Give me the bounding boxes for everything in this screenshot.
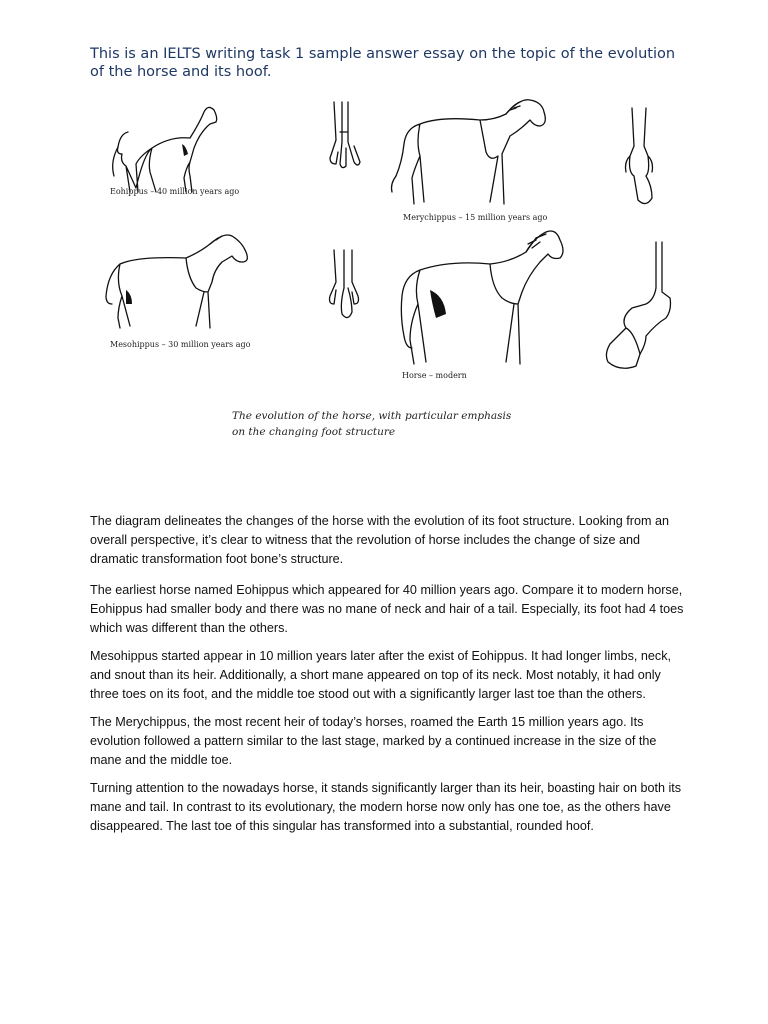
essay-paragraph-3: Mesohippus started appear in 10 million years later after the exist of Eohippus. It had longer limbs, neck, and snout than its heir. Additionally, a short mane appeared on top of its neck. Most notably, it had only three toes on its foot, and the middle toe stood out with a significantly larger last toe than the others. [90, 649, 672, 701]
merychippus-drawing [392, 100, 548, 222]
merychippus-foot-drawing [626, 108, 653, 204]
essay-body [90, 512, 690, 845]
modern-hoof-drawing [606, 242, 670, 368]
mesohippus-drawing [106, 235, 251, 349]
mesohippus-label: Mesohippus – 30 million years ago [110, 340, 251, 349]
essay-paragraph-1: The diagram delineates the changes of the horse with the evolution of its foot structure. Looking from an overall perspective, it’s clear to witness that the revolution of horse includes the change of size and dramatic transformation foot bone’s structure. [90, 514, 669, 566]
document-title: This is an IELTS writing task 1 sample answer essay on the topic of the evolution of the horse and its hoof. [90, 46, 676, 80]
mesohippus-foot-drawing [330, 250, 359, 318]
essay-paragraph-5: Turning attention to the nowadays horse, it stands significantly larger than its heir, boasting hair on both its mane and tail. In contrast to its evolutionary, the modern horse now only has one toe, as the others have disappeared. The last toe of this singular has transformed into a substantial, rounded hoof. [90, 781, 682, 833]
merychippus-label: Merychippus – 15 million years ago [403, 213, 548, 222]
eohippus-foot-drawing [330, 102, 360, 168]
eohippus-drawing [110, 107, 239, 196]
modern-horse-label: Horse – modern [402, 371, 467, 380]
eohippus-label: Eohippus – 40 million years ago [110, 187, 240, 196]
modern-horse-drawing [401, 231, 563, 380]
horse-evolution-figure [90, 92, 690, 452]
figure-caption-line-1: The evolution of the horse, with particular emphasis [232, 410, 512, 422]
essay-paragraph-2: The earliest horse named Eohippus which appeared for 40 million years ago. Compare it to modern horse, Eohippus had smaller body and there was no mane of neck and hair of a tail. Especially, its foot had 4 toes which was different than the others. [90, 583, 684, 635]
essay-paragraph-4: The Merychippus, the most recent heir of today’s horses, roamed the Earth 15 million years ago. Its evolution followed a pattern similar to the last stage, marked by a continued increase in the size of the mane and the middle toe. [90, 715, 657, 767]
figure-caption-line-2: on the changing foot structure [232, 426, 396, 438]
